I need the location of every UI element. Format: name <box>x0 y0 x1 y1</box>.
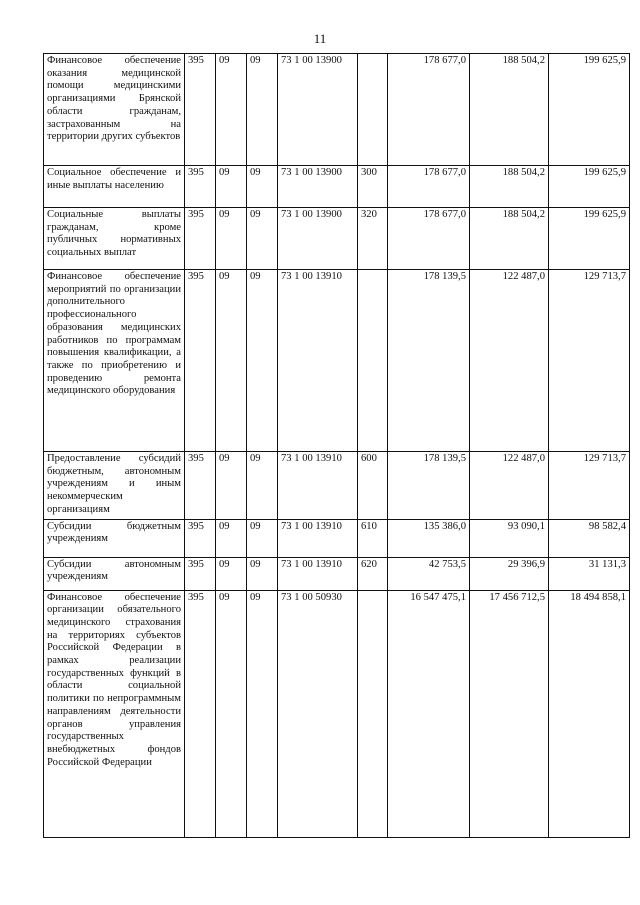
amount-year-2: 122 487,0 <box>470 452 549 520</box>
section-code: 09 <box>216 557 247 590</box>
table-row <box>44 270 630 452</box>
subsection-code: 09 <box>247 590 278 837</box>
amount-year-1: 178 677,0 <box>388 166 470 208</box>
amount-year-1: 178 677,0 <box>388 208 470 270</box>
section-code: 09 <box>216 590 247 837</box>
section-code: 09 <box>216 208 247 270</box>
amount-year-3: 199 625,9 <box>549 54 630 166</box>
table-row <box>44 166 630 208</box>
table-row <box>44 452 630 520</box>
target-code: 73 1 00 13910 <box>278 270 358 452</box>
amount-year-1: 42 753,5 <box>388 557 470 590</box>
amount-year-1: 178 677,0 <box>388 54 470 166</box>
expense-type-code <box>358 590 388 837</box>
amount-year-3: 31 131,3 <box>549 557 630 590</box>
amount-year-2: 93 090,1 <box>470 519 549 557</box>
amount-year-3: 18 494 858,1 <box>549 590 630 837</box>
row-name: Финансовое обеспечение мероприятий по организации дополнительного профессионального образования медицинских работников по программам повышения квалификации, а также по приобретению и проведению ремонта медицинского оборудования <box>44 270 185 452</box>
row-name: Предоставление субсидий бюджетным, автономным учреждениям и иным некоммерческим организациям <box>44 452 185 520</box>
row-name: Социальные выплаты гражданам, кроме публичных нормативных социальных выплат <box>44 208 185 270</box>
table-row <box>44 208 630 270</box>
expense-type-code: 620 <box>358 557 388 590</box>
section-code: 09 <box>216 166 247 208</box>
subsection-code: 09 <box>247 270 278 452</box>
amount-year-3: 199 625,9 <box>549 166 630 208</box>
subsection-code: 09 <box>247 452 278 520</box>
ministry-code: 395 <box>185 452 216 520</box>
amount-year-1: 135 386,0 <box>388 519 470 557</box>
ministry-code: 395 <box>185 519 216 557</box>
amount-year-2: 188 504,2 <box>470 54 549 166</box>
section-code: 09 <box>216 452 247 520</box>
amount-year-1: 178 139,5 <box>388 452 470 520</box>
expense-type-code: 300 <box>358 166 388 208</box>
subsection-code: 09 <box>247 166 278 208</box>
ministry-code: 395 <box>185 557 216 590</box>
target-code: 73 1 00 13900 <box>278 208 358 270</box>
target-code: 73 1 00 50930 <box>278 590 358 837</box>
table-row <box>44 557 630 590</box>
ministry-code: 395 <box>185 270 216 452</box>
subsection-code: 09 <box>247 519 278 557</box>
amount-year-2: 188 504,2 <box>470 166 549 208</box>
amount-year-2: 188 504,2 <box>470 208 549 270</box>
subsection-code: 09 <box>247 557 278 590</box>
table-row <box>44 519 630 557</box>
section-code: 09 <box>216 519 247 557</box>
amount-year-3: 129 713,7 <box>549 270 630 452</box>
target-code: 73 1 00 13900 <box>278 54 358 166</box>
target-code: 73 1 00 13910 <box>278 519 358 557</box>
ministry-code: 395 <box>185 590 216 837</box>
expense-type-code <box>358 270 388 452</box>
target-code: 73 1 00 13910 <box>278 557 358 590</box>
row-name: Субсидии автономным учреждениям <box>44 557 185 590</box>
table-row <box>44 54 630 166</box>
row-name: Финансовое обеспечение организации обязательного медицинского страхования на территориях субъектов Российской Федерации в рамках реализации государственных функций в области социальной политики по непрограммным направлениям деятельности органов управления государственных внебюджетных фондов Российской Федерации <box>44 590 185 837</box>
amount-year-3: 129 713,7 <box>549 452 630 520</box>
expense-type-code: 600 <box>358 452 388 520</box>
subsection-code: 09 <box>247 208 278 270</box>
subsection-code: 09 <box>247 54 278 166</box>
amount-year-2: 122 487,0 <box>470 270 549 452</box>
expense-type-code: 610 <box>358 519 388 557</box>
ministry-code: 395 <box>185 208 216 270</box>
row-name: Социальное обеспечение и иные выплаты населению <box>44 166 185 208</box>
page-number: 11 <box>313 31 327 46</box>
expense-type-code <box>358 54 388 166</box>
target-code: 73 1 00 13910 <box>278 452 358 520</box>
ministry-code: 395 <box>185 166 216 208</box>
ministry-code: 395 <box>185 54 216 166</box>
amount-year-1: 16 547 475,1 <box>388 590 470 837</box>
section-code: 09 <box>216 270 247 452</box>
table-row <box>44 590 630 837</box>
row-name: Субсидии бюджетным учреждениям <box>44 519 185 557</box>
amount-year-1: 178 139,5 <box>388 270 470 452</box>
section-code: 09 <box>216 54 247 166</box>
amount-year-2: 29 396,9 <box>470 557 549 590</box>
amount-year-2: 17 456 712,5 <box>470 590 549 837</box>
expense-type-code: 320 <box>358 208 388 270</box>
row-name: Финансовое обеспечение оказания медицинской помощи медицинскими организациями Брянской области гражданам, застрахованным на территории других субъектов <box>44 54 185 166</box>
amount-year-3: 98 582,4 <box>549 519 630 557</box>
budget-table <box>43 53 630 838</box>
target-code: 73 1 00 13900 <box>278 166 358 208</box>
amount-year-3: 199 625,9 <box>549 208 630 270</box>
